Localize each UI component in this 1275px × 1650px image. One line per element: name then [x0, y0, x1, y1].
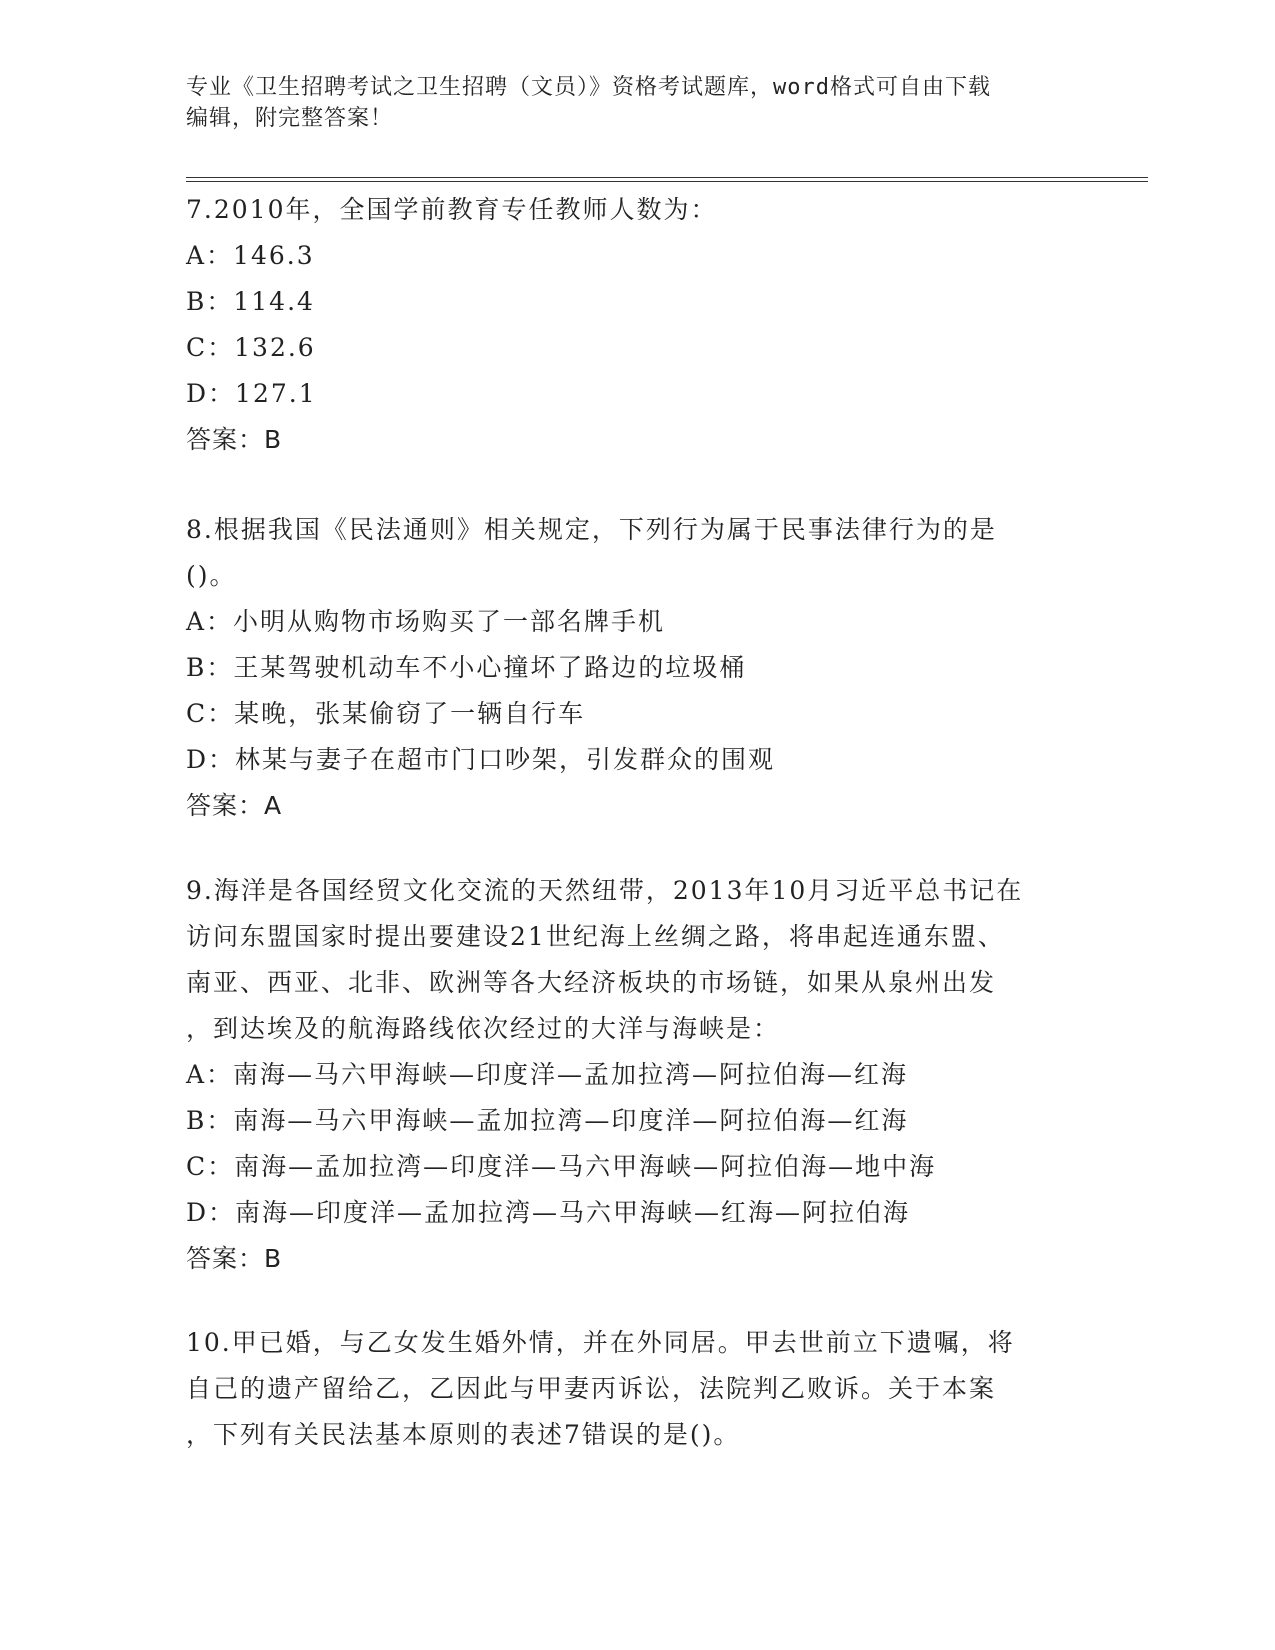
- question-stem: 10.甲已婚，与乙女发生婚外情，并在外同居。甲去世前立下遗嘱，将: [186, 1328, 1015, 1357]
- answer-line: 答案：B: [186, 425, 283, 454]
- header-divider-bottom: [186, 181, 1148, 182]
- question-stem: 8.根据我国《民法通则》相关规定，下列行为属于民事法律行为的是: [186, 515, 997, 544]
- option-a: A：南海—马六甲海峡—印度洋—孟加拉湾—阿拉伯海—红海: [186, 1060, 909, 1089]
- header-divider-top: [186, 177, 1148, 178]
- question-7: [186, 187, 1086, 463]
- answer-line: 答案：A: [186, 791, 283, 820]
- question-stem-continued: ，下列有关民法基本原则的表述7错误的是()。: [186, 1420, 741, 1449]
- option-d: D：南海—印度洋—孟加拉湾—马六甲海峡—红海—阿拉伯海: [186, 1198, 911, 1227]
- option-b: B：王某驾驶机动车不小心撞坏了路边的垃圾桶: [186, 653, 747, 682]
- document-header: [186, 72, 1066, 134]
- question-stem: 9.海洋是各国经贸文化交流的天然纽带，2013年10月习近平总书记在: [186, 876, 1024, 905]
- option-a: A：146.3: [186, 241, 315, 270]
- question-8: [186, 507, 1086, 829]
- option-c: C：南海—孟加拉湾—印度洋—马六甲海峡—阿拉伯海—地中海: [186, 1152, 937, 1181]
- answer-line: 答案：B: [186, 1244, 283, 1273]
- option-c: C：132.6: [186, 333, 316, 362]
- question-stem-continued: 南亚、西亚、北非、欧洲等各大经济板块的市场链，如果从泉州出发: [186, 968, 997, 997]
- header-line-1: 专业《卫生招聘考试之卫生招聘（文员）》资格考试题库，word格式可自由下载: [186, 75, 991, 100]
- question-stem-continued: ，到达埃及的航海路线依次经过的大洋与海峡是：: [186, 1014, 781, 1043]
- question-10: [186, 1320, 1086, 1458]
- option-a: A：小明从购物市场购买了一部名牌手机: [186, 607, 666, 636]
- option-b: B：南海—马六甲海峡—孟加拉湾—印度洋—阿拉伯海—红海: [186, 1106, 909, 1135]
- option-d: D：127.1: [186, 379, 317, 408]
- question-stem-continued: 访问东盟国家时提出要建设21世纪海上丝绸之路，将串起连通东盟、: [186, 922, 1005, 951]
- question-stem-continued: 自己的遗产留给乙，乙因此与甲妻丙诉讼，法院判乙败诉。关于本案: [186, 1374, 997, 1403]
- option-c: C：某晚，张某偷窃了一辆自行车: [186, 699, 586, 728]
- question-stem-continued: ()。: [186, 561, 237, 590]
- question-9: [186, 868, 1086, 1282]
- option-b: B：114.4: [186, 287, 315, 316]
- option-d: D：林某与妻子在超市门口吵架，引发群众的围观: [186, 745, 776, 774]
- header-line-2: 编辑，附完整答案！: [186, 106, 394, 131]
- question-stem: 7.2010年，全国学前教育专任教师人数为：: [186, 195, 718, 224]
